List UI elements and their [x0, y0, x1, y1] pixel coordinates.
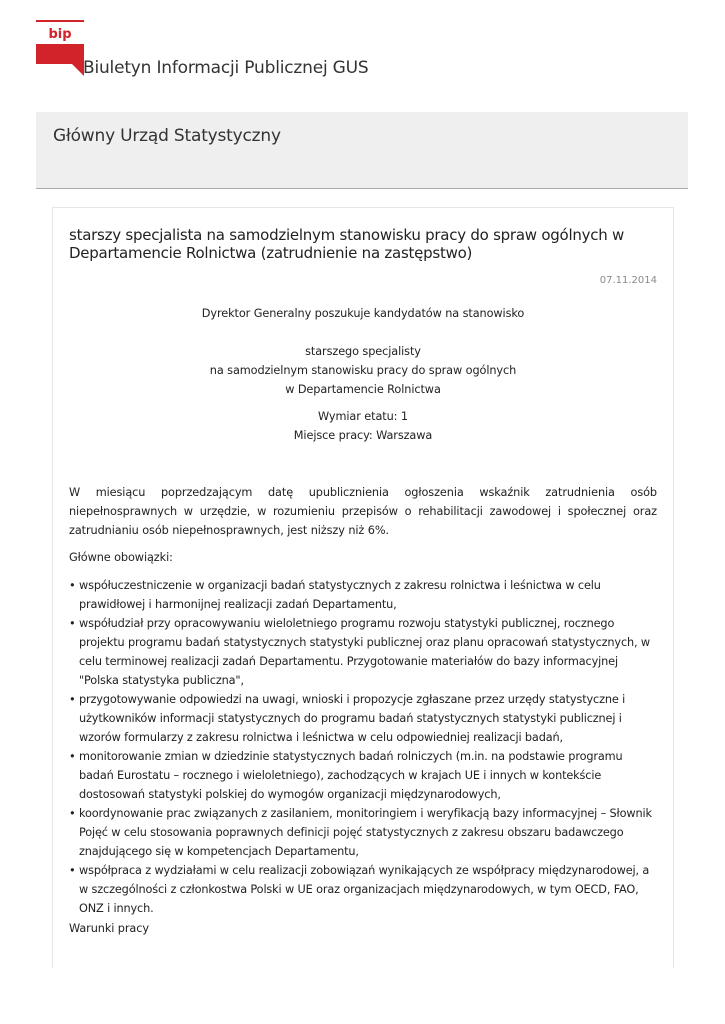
job-title: starszy specjalista na samodzielnym stanowisku pracy do spraw ogólnych w Departamencie Rolnictwa (zatrudnienie na zastępstwo) — [69, 226, 625, 262]
list-item: • współuczestniczenie w organizacji badań statystycznych z zakresu rolnictwa i leśnictwa w celu prawidłowej i harmonijnej realizacji zadań Departamentu, — [69, 576, 659, 614]
position-line: na samodzielnym stanowisku pracy do spraw ogólnych — [209, 364, 517, 377]
list-item: • monitorowanie zmian w dziedzinie statystycznych badań rolniczych (m.in. na podstawie programu badań Eurostatu – rocznego i wieloletniego), zachodzących w krajach UE i innych w kontekście dostosowań statystyki polskiej do wymogów organizacji międzynarodowych, — [69, 747, 659, 804]
list-item: • przygotowywanie odpowiedzi na uwagi, wnioski i propozycje zgłaszane przez urzędy statystyczne i użytkowników informacji statystycznych do programu badań statystycznych statystyki publicznej i wzorów formularzy z zakresu rolnictwa i leśnictwa w celu odpowiedniej realizacji badań, — [69, 690, 659, 747]
logo-red-block — [36, 44, 84, 76]
intro-text: Dyrektor Generalny poszukuje kandydatów na stanowisko — [201, 307, 525, 320]
list-item: • współudział przy opracowywaniu wieloletniego programu rozwoju statystyki publicznej, rocznego projektu programu badań statystycznych statystyki publicznej oraz planu opracowań statystycznych, w celu terminowej realizacji zadań Departamentu. Przygotowanie materiałów do bazy informacyjnej "Polska statystyka publiczna", — [69, 614, 659, 690]
list-item: • koordynowanie prac związanych z zasilaniem, monitoringiem i weryfikacją bazy informacyjnej – Słownik Pojęć w celu stosowania poprawnych definicji pojęć statystycznych z zakresu obszaru badawczego znajdującego się w kompetencjach Departamentu, — [69, 804, 659, 861]
location-detail: Miejsce pracy: Warszawa — [293, 429, 433, 442]
conditions-heading: Warunki pracy — [69, 922, 149, 935]
org-banner — [36, 112, 688, 189]
details-block — [69, 407, 657, 445]
duties-list — [69, 576, 659, 918]
bip-logo[interactable] — [36, 20, 84, 76]
article-panel — [52, 207, 674, 968]
duties-heading: Główne obowiązki: — [69, 551, 173, 564]
position-line: starszego specjalisty — [305, 345, 421, 358]
publication-date: 07.11.2014 — [599, 275, 657, 286]
position-line: w Departamencie Rolnictwa — [285, 383, 441, 396]
logo-top-bar — [36, 20, 84, 22]
org-name[interactable]: Główny Urząd Statystyczny — [53, 126, 281, 146]
list-item: • współpraca z wydziałami w celu realizacji zobowiązań wynikających ze współpracy międzynarodowej, a w szczególności z członkostwa Polski w UE oraz organizacjach międzynarodowych, w tym OECD, FAO, ONZ i innych. — [69, 861, 659, 918]
workload-detail: Wymiar etatu: 1 — [318, 410, 408, 423]
position-block — [69, 342, 657, 399]
logo-text: bip — [48, 27, 72, 42]
disability-note: W miesiącu poprzedzającym datę upublicznienia ogłoszenia wskaźnik zatrudnienia osób niepełnosprawnych w urzędzie, w rozumieniu przepisów o rehabilitacji zawodowej i społecznej oraz zatrudnianiu osób niepełnosprawnych, jest niższy niż 6%. — [69, 486, 657, 537]
site-title[interactable]: Biuletyn Informacji Publicznej GUS — [83, 58, 369, 78]
